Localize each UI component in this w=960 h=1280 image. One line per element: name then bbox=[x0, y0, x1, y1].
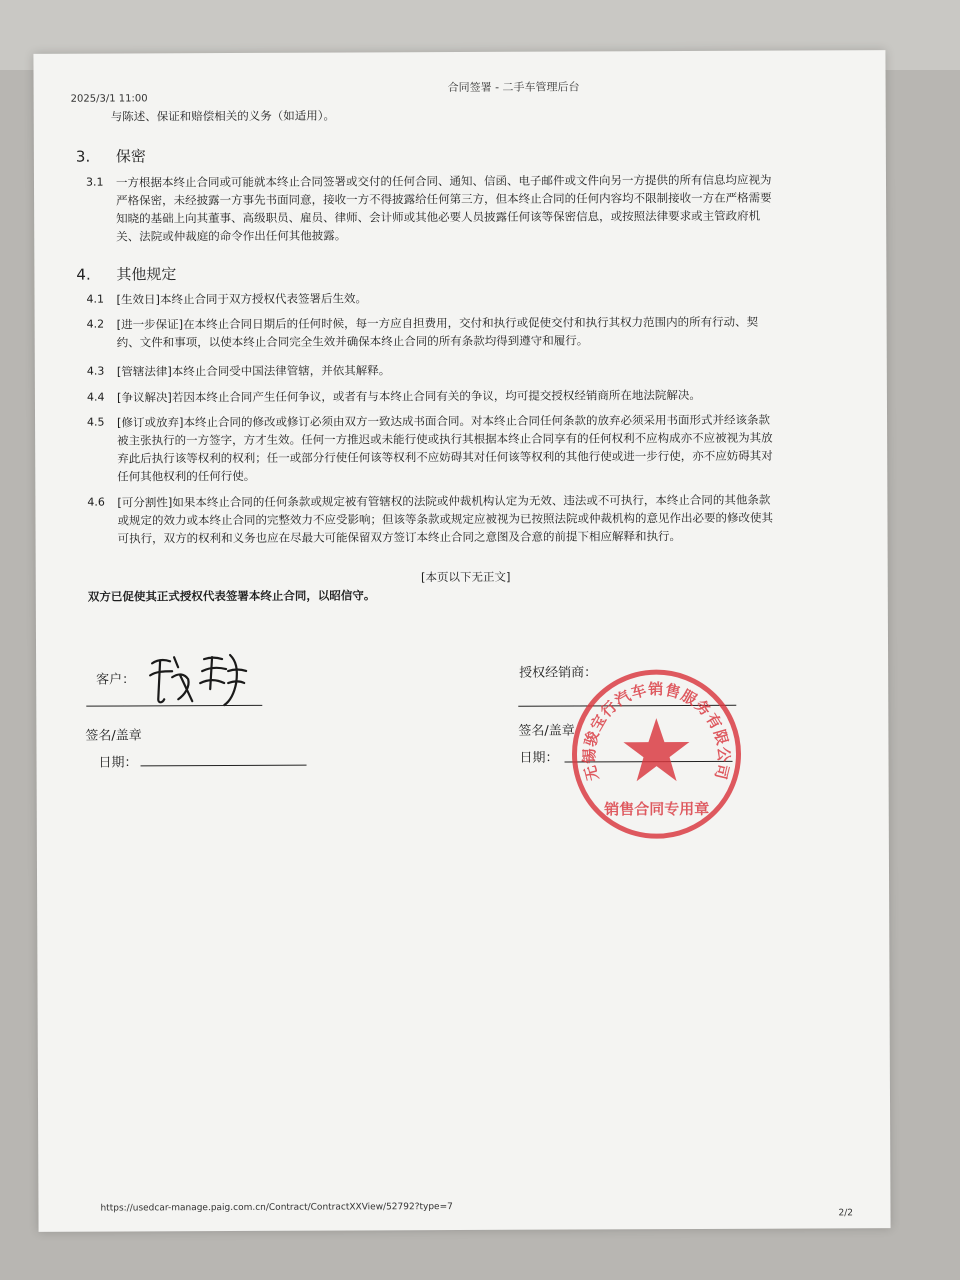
clause-text bbox=[116, 287, 851, 308]
witness-statement: 双方已促使其正式授权代表签署本终止合同，以昭信守。 bbox=[87, 588, 376, 604]
clause-line: [争议解决]若因本终止合同产生任何争议，或者有与本终止合同有关的争议，均可提交授权经销商所在地法院解决。 bbox=[116, 387, 701, 405]
clause-line: [修订或放弃]本终止合同的修改或修订必须由双方一致达成书面合同。对本终止合同任何条款的放弃必须采用书面形式并经该条款 bbox=[117, 412, 771, 430]
section-number: 3. bbox=[75, 147, 91, 166]
footer-url: https://usedcar-manage.paig.com.cn/Contract/ContractXXView/52792?type=7 bbox=[100, 1202, 453, 1214]
section-title: 其他规定 bbox=[116, 265, 177, 284]
customer-handwritten-signature bbox=[144, 649, 254, 713]
end-of-text-note: [本页以下无正文] bbox=[420, 569, 511, 585]
customer-label: 客户： bbox=[96, 672, 136, 688]
clause-number: 4.6 bbox=[87, 495, 105, 509]
clause-text bbox=[117, 385, 852, 406]
print-timestamp: 2025/3/1 11:00 bbox=[70, 93, 148, 105]
clause-number: 4.3 bbox=[86, 364, 105, 378]
clause-line: [管辖法律]本终止合同受中国法律管辖，并依其解释。 bbox=[116, 363, 391, 379]
clause-number: 4.4 bbox=[86, 390, 105, 404]
clause-line: 被主张执行的一方签字，方才生效。任何一方推迟或未能行使或执行其根据本终止合同享有的任何权利不应构成亦不应被视为其放 bbox=[117, 430, 773, 448]
clause-line: [进一步保证]在本终止合同日期后的任何时候，每一方应自担费用，交付和执行或促使交付和执行其权力范围内的所有行动、契 bbox=[116, 314, 759, 332]
continuation-text: 与陈述、保证和赔偿相关的义务（如适用）。 bbox=[110, 108, 335, 124]
clause-line: 可执行，双方的权利和义务也应在尽最大可能保留双方签订本终止合同之意图及合意的前提下相应解释和执行。 bbox=[117, 529, 682, 546]
clause-text bbox=[117, 490, 852, 547]
contract-page bbox=[33, 50, 890, 1232]
section-3-heading bbox=[76, 145, 146, 166]
clause-line: 知晓的基础上向其董事、高级职员、雇员、律师、会计师或其他必要人员披露任何该等保密信息，或按照法律要求或主管政府机 bbox=[116, 208, 761, 226]
clause-number: 3.1 bbox=[85, 175, 104, 189]
clause-line: 关、法院或仲裁庭的命令作出任何其他披露。 bbox=[116, 228, 347, 244]
clause-line: 弃此后执行该等权利的权利；任一或部分行使任何该等权利不应妨碍其对任何该等权利的其他行使或进一步行使，亦不应妨碍其对 bbox=[117, 448, 773, 466]
seal-purpose-text: 销售合同专用章 bbox=[604, 799, 710, 819]
section-title: 保密 bbox=[115, 147, 146, 166]
clause-number: 4.1 bbox=[86, 292, 105, 306]
footer-page-number: 2/2 bbox=[838, 1208, 854, 1219]
customer-sign-label: 签名/盖章 bbox=[85, 728, 142, 744]
dealer-date-label: 日期： bbox=[519, 750, 559, 766]
clause-text bbox=[117, 312, 852, 351]
clause-line: 任何其他权利的任何行使。 bbox=[117, 468, 256, 484]
clause-number: 4.2 bbox=[86, 317, 105, 331]
clause-line: 严格保密，未经披露一方事先书面同意，接收一方不得披露给任何第三方，但本终止合同的任何内容均不限制接收一方在严格需要 bbox=[116, 190, 772, 208]
company-seal-stamp bbox=[568, 666, 745, 847]
clause-line: [生效日]本终止合同于双方授权代表签署后生效。 bbox=[116, 291, 368, 307]
clause-number: 4.5 bbox=[87, 415, 105, 429]
clause-line: 一方根据本终止合同或可能就本终止合同签署或交付的任何合同、通知、信函、电子邮件或文件向另一方提供的所有信息均应视为 bbox=[115, 172, 772, 190]
clause-text bbox=[117, 410, 852, 485]
section-number: 4. bbox=[76, 265, 91, 284]
clause-line: 或规定的效力或本终止合同的完整效力不应受影响；但该等条款或规定应被视为已按照法院或仲裁机构的意见作出必要的修改使其 bbox=[117, 510, 773, 528]
dealer-label: 授权经销商： bbox=[519, 665, 598, 681]
customer-date-line bbox=[141, 765, 307, 767]
print-page-title: 合同签署 - 二手车管理后台 bbox=[447, 80, 580, 95]
dealer-sign-label: 签名/盖章 bbox=[518, 723, 575, 739]
clause-text bbox=[116, 170, 851, 245]
clause-line: [可分割性]如果本终止合同的任何条款或规定被有管辖权的法院或仲裁机构认定为无效、违法或不可执行，本终止合同的其他条款 bbox=[117, 492, 771, 510]
seal-company-name: 无锡骏宝行汽车销售服务有限公司 bbox=[580, 680, 733, 783]
clause-line: 约、文件和事项，以使本终止合同完全生效并确保本终止合同的所有条款均得到遵守和履行。 bbox=[116, 333, 589, 350]
customer-date-label: 日期： bbox=[98, 755, 138, 771]
clause-text bbox=[117, 359, 852, 380]
section-4-heading bbox=[76, 263, 176, 284]
